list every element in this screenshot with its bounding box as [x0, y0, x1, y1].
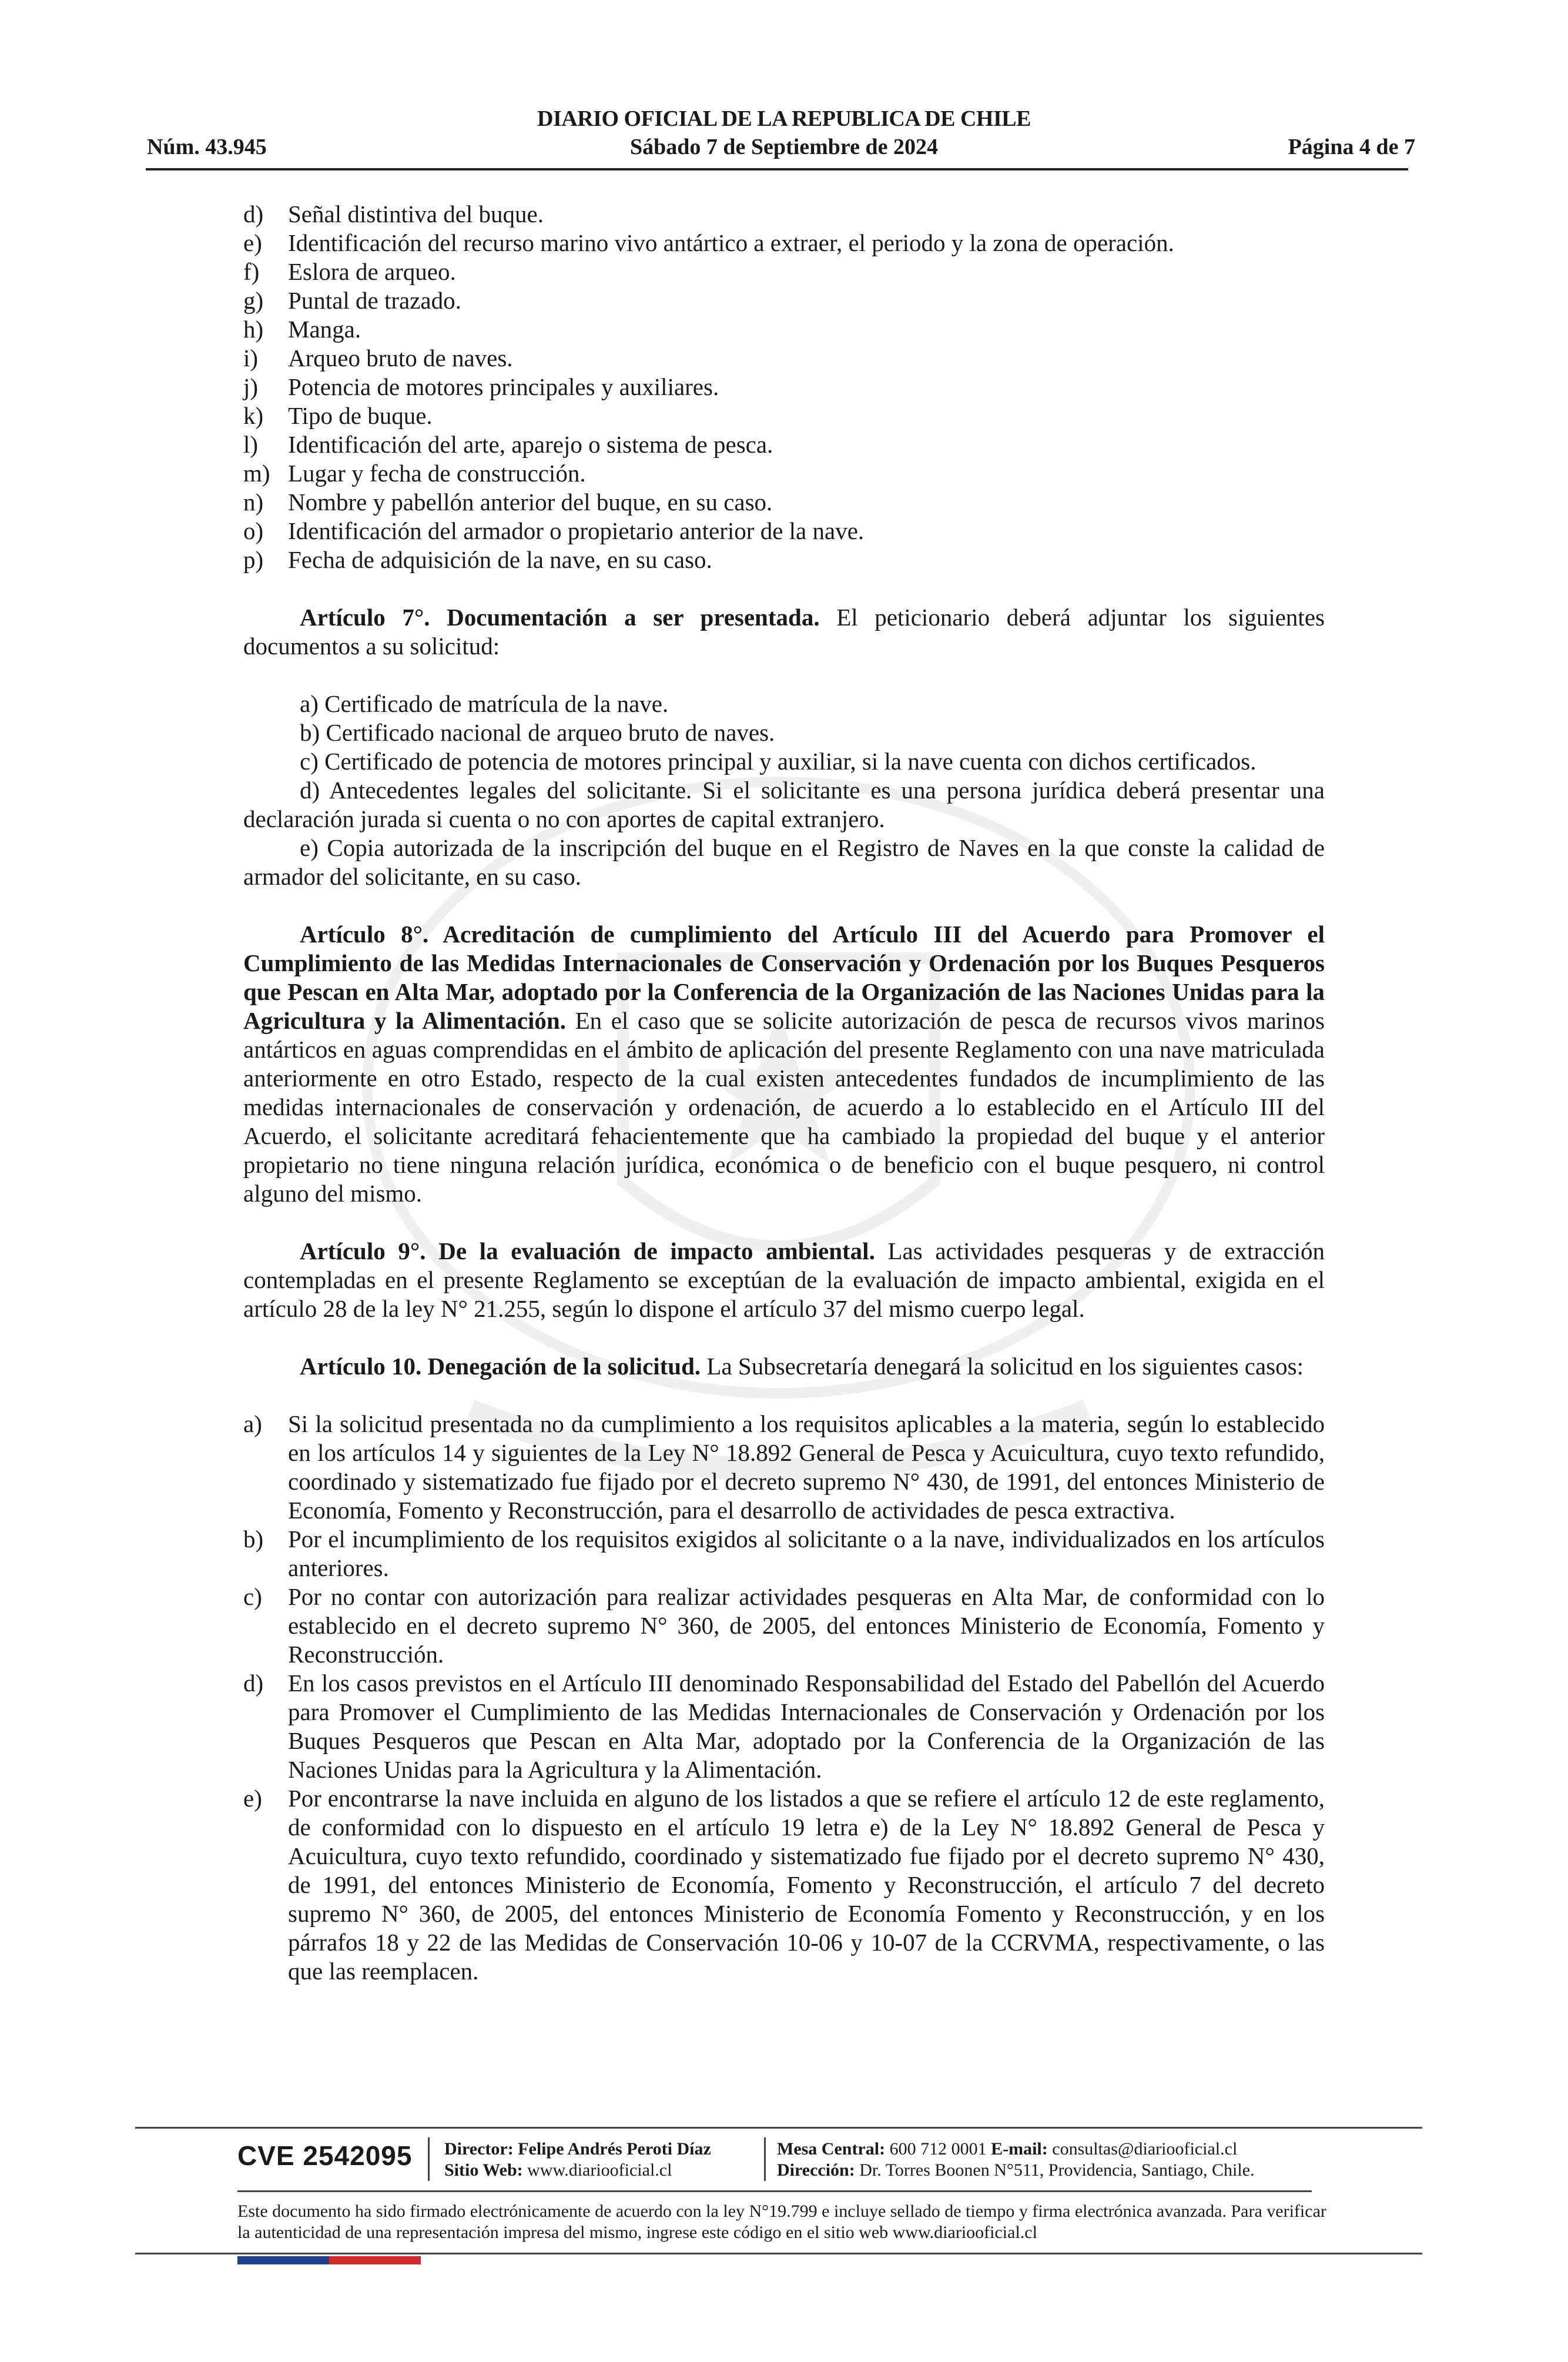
list-item: l) Identificación del arte, aparejo o sistema de pesca.	[243, 431, 773, 458]
flag-bar-red	[329, 2256, 421, 2264]
director-name: Felipe Andrés Peroti Díaz	[518, 2139, 711, 2159]
header-divider	[146, 168, 1408, 170]
article-8	[243, 920, 1325, 1208]
list-item: k) Tipo de buque.	[243, 402, 433, 429]
list-item: m) Lugar y fecha de construcción.	[243, 460, 586, 487]
list-item: c) Certificado de potencia de motores principal y auxiliar, si la nave cuenta con dichos certificados.	[300, 748, 1257, 775]
requirements-list	[243, 200, 1325, 574]
legal-notice: Este documento ha sido firmado electrónicamente de acuerdo con la ley N°19.799 e incluye sellado de tiempo y firma electrónica avanzada. Para verificar la autenticidad de una representación impresa del mismo, ingrese este código en el sitio web www.diariooficial.cl	[237, 2202, 1326, 2242]
issue-number: Núm. 43.945	[147, 135, 267, 159]
list-item: n) Nombre y pabellón anterior del buque, en su caso.	[243, 489, 773, 516]
list-item: d) En los casos previstos en el Artículo III denominado Responsabilidad del Estado del Pabellón del Acuerdo para Promover el Cumplimiento de las Medidas Internacionales de Conservación y Ordenación por los Buques Pesqueros que Pescan en Alta Mar, adoptado por la Conferencia de la Organización de las Naciones Unidas para la Agricultura y la Alimentación.	[243, 1670, 1325, 1783]
footer-contact-block: Mesa Central: 600 712 0001 E-mail: consultas@diariooficial.cl Dirección: Dr. Torres Boonen N°511, Providencia, Santiago, Chile.	[777, 2139, 1255, 2180]
footer-director-block: Director: Felipe Andrés Peroti Díaz Sitio Web: www.diariooficial.cl	[444, 2139, 711, 2180]
list-item: e) Por encontrarse la nave incluida en alguno de los listados a que se refiere el artículo 12 de este reglamento, de conformidad con lo dispuesto en el artículo 19 letra e) de la Ley N° 18.892 General de Pesca y Acuicultura, cuyo texto refundido, coordinado y sistematizado fue fijado por el decreto supremo N° 430, de 1991, del entonces Ministerio de Economía, Fomento y Reconstrucción, el artículo 7 del decreto supremo N° 360, de 2005, del entonces Ministerio de Economía Fomento y Reconstrucción, y en los párrafos 18 y 22 de las Medidas de Conservación 10-06 y 10-07 de la CCRVMA, respectivamente, o las que las reemplacen.	[243, 1785, 1325, 1985]
article-10	[243, 1352, 1325, 1381]
list-item: c) Por no contar con autorización para realizar actividades pesqueras en Alta Mar, de conformidad con lo establecido en el decreto supremo N° 360, de 2005, del entonces Ministerio de Economía, Fomento y Reconstrucción.	[243, 1583, 1325, 1668]
list-item: g) Puntal de trazado.	[243, 287, 461, 314]
denial-cases-list	[243, 1410, 1325, 1986]
list-item: o) Identificación del armador o propietario anterior de la nave.	[243, 517, 865, 544]
footer-divider	[237, 2190, 1312, 2192]
page-indicator: Página 4 de 7	[1288, 135, 1415, 159]
article-10-text: La Subsecretaría denegará la solicitud en los siguientes casos:	[701, 1353, 1304, 1380]
document-body	[243, 200, 1325, 1986]
phone-number: 600 712 0001	[889, 2139, 987, 2159]
website-link[interactable]: www.diariooficial.cl	[527, 2160, 672, 2180]
list-item: b) Por el incumplimiento de los requisitos exigidos al solicitante o a la nave, individualizados en los artículos anteriores.	[243, 1525, 1325, 1581]
article-10-heading: Artículo 10. Denegación de la solicitud.	[300, 1353, 701, 1380]
list-item: e) Identificación del recurso marino vivo antártico a extraer, el periodo y la zona de operación.	[243, 229, 1174, 256]
list-item: i) Arqueo bruto de naves.	[243, 344, 513, 372]
list-item: p) Fecha de adquisición de la nave, en su caso.	[243, 546, 712, 573]
list-item: e) Copia autorizada de la inscripción del buque en el Registro de Naves en la que conste la calidad de armador del solicitante, en su caso.	[243, 834, 1325, 890]
list-item: h) Manga.	[243, 316, 361, 343]
article-7-text: El peticionario deberá adjuntar los siguientes documentos a su solicitud:	[243, 604, 1325, 660]
footer-divider	[135, 2127, 1422, 2129]
article-9-heading: Artículo 9°. De la evaluación de impacto ambiental.	[300, 1237, 875, 1264]
newspaper-title: DIARIO OFICIAL DE LA REPUBLICA DE CHILE	[537, 106, 1031, 131]
article-8-text: En el caso que se solicite autorización de pesca de recursos vivos marinos antárticos en aguas comprendidas en el ámbito de aplicación del presente Reglamento con una nave matriculada anteriormente en otro Estado, respecto de la cual existen antecedentes fundados de incumplimiento de las medidas internacionales de conservación y ordenación, de acuerdo a lo establecido en el Artículo III del Acuerdo, el solicitante acreditará fehacientemente que ha cambiado la propiedad del buque y el anterior propietario no tiene ninguna relación jurídica, económica o de beneficio con el buque pesquero, ni control alguno del mismo.	[243, 1007, 1325, 1207]
footer-separator	[428, 2137, 430, 2181]
cve-code: CVE 2542095	[237, 2140, 413, 2171]
list-item: f) Eslora de arqueo.	[243, 258, 456, 285]
address: Dr. Torres Boonen N°511, Providencia, Santiago, Chile.	[859, 2160, 1255, 2180]
article-7-heading: Artículo 7°. Documentación a ser presentada.	[300, 604, 820, 631]
list-item: a) Certificado de matrícula de la nave.	[300, 690, 669, 717]
footer-divider	[135, 2253, 1422, 2254]
article-9	[243, 1237, 1325, 1323]
list-item: j) Potencia de motores principales y auxiliares.	[243, 373, 719, 400]
list-item: d) Señal distintiva del buque.	[243, 200, 544, 227]
article-9-text: Las actividades pesqueras y de extracción contempladas en el presente Reglamento se exceptúan de la evaluación de impacto ambiental, exigida en el artículo 28 de la ley N° 21.255, según lo dispone el artículo 37 del mismo cuerpo legal.	[243, 1237, 1325, 1322]
article-7	[243, 603, 1325, 661]
list-item: b) Certificado nacional de arqueo bruto de naves.	[300, 719, 775, 746]
issue-date: Sábado 7 de Septiembre de 2024	[630, 135, 938, 159]
article-8-heading: Artículo 8°. Acreditación de cumplimiento del Artículo III del Acuerdo para Promover el Cumplimiento de las Medidas Internacionales de Conservación y Ordenación por los Buques Pesqueros que Pescan en Alta Mar, adoptado por la Conferencia de la Organización de las Naciones Unidas para la Agricultura y la Alimentación.	[243, 921, 1325, 1034]
flag-bar-blue	[237, 2256, 329, 2264]
list-item: d) Antecedentes legales del solicitante. Si el solicitante es una persona jurídica deberá presentar una declaración jurada si cuenta o no con aportes de capital extranjero.	[243, 777, 1325, 832]
list-item: a) Si la solicitud presentada no da cumplimiento a los requisitos aplicables a la materia, según lo establecido en los artículos 14 y siguientes de la Ley N° 18.892 General de Pesca y Acuicultura, cuyo texto refundido, coordinado y sistematizado fue fijado por el decreto supremo N° 430, de 1991, del entonces Ministerio de Economía, Fomento y Reconstrucción, para el desarrollo de actividades de pesca extractiva.	[243, 1410, 1325, 1524]
email-link[interactable]: consultas@diariooficial.cl	[1052, 2139, 1238, 2159]
footer-separator	[764, 2137, 766, 2181]
